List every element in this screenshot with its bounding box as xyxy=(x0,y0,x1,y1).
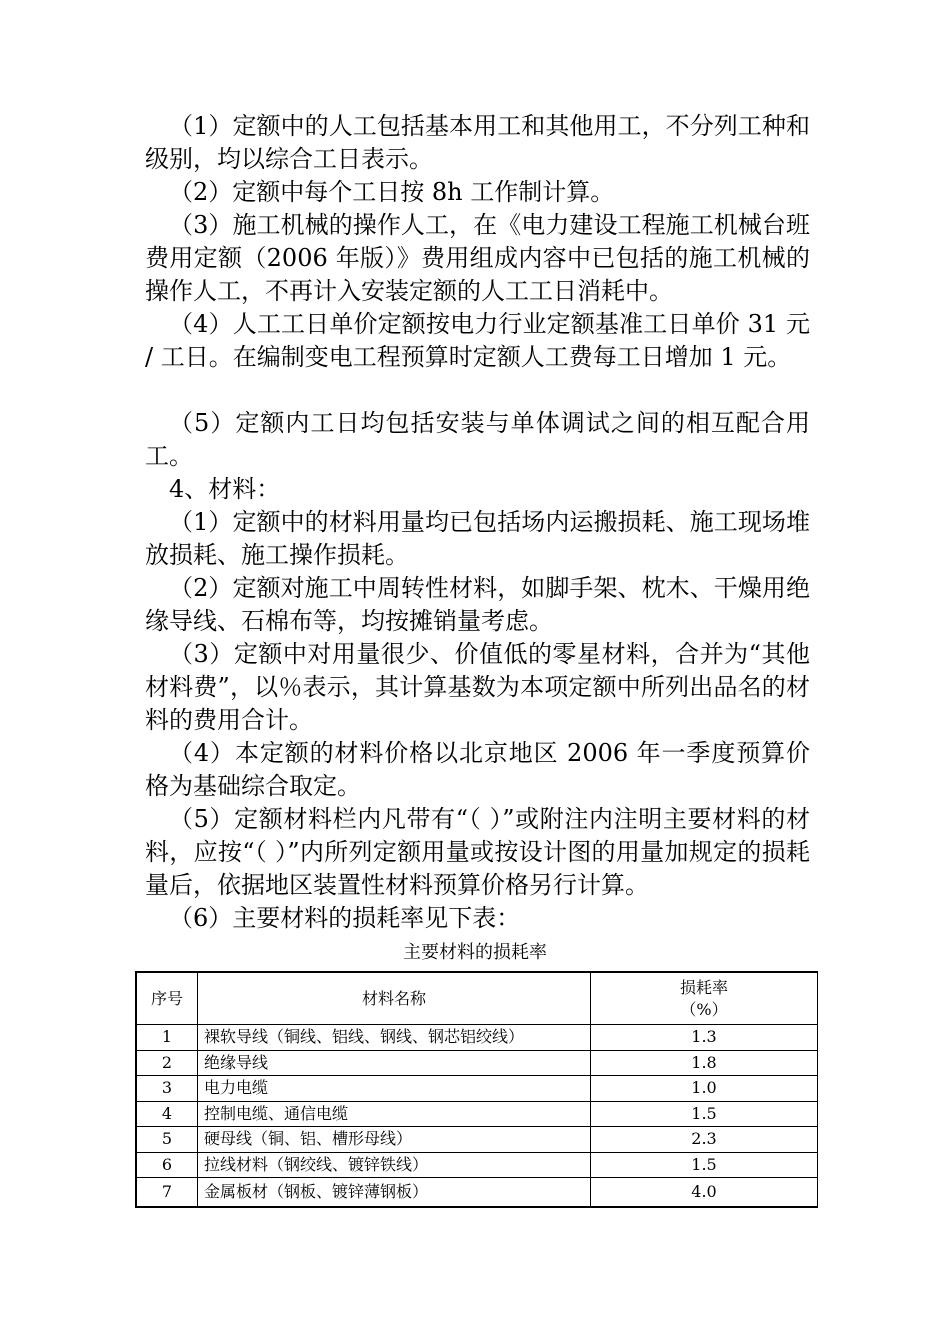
cell-loss-rate: 1.8 xyxy=(591,1050,818,1076)
cell-no: 4 xyxy=(136,1101,198,1127)
paragraph-material-4: （4）本定额的材料价格以北京地区 2006 年一季度预算价格为基础综合取定。 xyxy=(145,739,810,800)
paragraph-material-5: （5）定额材料栏内凡带有“（ ）”或附注内注明主要材料的材料，应按“（ ）”内所列定额用量或按设计图的用量加规定的损耗量后，依据地区装置性材料预算价格另行计算。 xyxy=(145,805,810,899)
table-caption: 主要材料的损耗率 xyxy=(403,942,547,963)
table-row xyxy=(136,1101,818,1127)
cell-material-name: 金属板材（钢板、镀锌薄钢板） xyxy=(198,1178,591,1208)
cell-no: 1 xyxy=(136,1025,198,1051)
paragraph-labor-3: （3）施工机械的操作人工，在《电力建设工程施工机械台班费用定额（2006 年版）》费用组成内容中已包括的施工机械的操作人工，不再计入安装定额的人工工日消耗中。 xyxy=(145,211,810,305)
cell-material-name: 裸软导线（铜线、铝线、钢线、钢芯铝绞线） xyxy=(198,1025,591,1051)
paragraph-labor-4: （4）人工工日单价定额按电力行业定额基准工日单价 31 元 / 工日。在编制变电工程预算时定额人工费每工日增加 1 元。 xyxy=(145,310,810,371)
header-loss-rate-unit: （%） xyxy=(680,999,728,1019)
table-row xyxy=(136,1152,818,1178)
table-row xyxy=(136,1127,818,1153)
cell-no: 7 xyxy=(136,1178,198,1208)
paragraph-material-2: （2）定额对施工中周转性材料，如脚手架、枕木、干燥用绝缘导线、石棉布等，均按摊销量考虑。 xyxy=(145,574,810,635)
cell-no: 5 xyxy=(136,1127,198,1153)
table-header-row xyxy=(136,972,818,1025)
cell-material-name: 控制电缆、通信电缆 xyxy=(198,1101,591,1127)
cell-material-name: 硬母线（铜、铝、槽形母线） xyxy=(198,1127,591,1153)
header-material-name: 材料名称 xyxy=(198,972,591,1025)
table-row xyxy=(136,1025,818,1051)
paragraph-labor-5: （5）定额内工日均包括安装与单体调试之间的相互配合用工。 xyxy=(145,409,810,470)
cell-loss-rate: 1.5 xyxy=(591,1101,818,1127)
cell-material-name: 绝缘导线 xyxy=(198,1050,591,1076)
cell-loss-rate: 1.5 xyxy=(591,1152,818,1178)
cell-material-name: 电力电缆 xyxy=(198,1076,591,1102)
section-heading-materials: 4、材料： xyxy=(169,475,281,503)
paragraph-material-1: （1）定额中的材料用量均已包括场内运搬损耗、施工现场堆放损耗、施工操作损耗。 xyxy=(145,508,810,569)
table-row xyxy=(136,1178,818,1208)
cell-loss-rate: 1.0 xyxy=(591,1076,818,1102)
header-loss-rate xyxy=(591,972,818,1025)
cell-material-name: 拉线材料（钢绞线、镀锌铁线） xyxy=(198,1152,591,1178)
cell-loss-rate: 1.3 xyxy=(591,1025,818,1051)
cell-no: 3 xyxy=(136,1076,198,1102)
table-row xyxy=(136,1050,818,1076)
paragraph-labor-2: （2）定额中每个工日按 8h 工作制计算。 xyxy=(169,178,615,206)
cell-no: 2 xyxy=(136,1050,198,1076)
paragraph-material-3: （3）定额中对用量很少、价值低的零星材料，合并为“其他材料费”，以％表示，其计算基数为本项定额中所列出品名的材料的费用合计。 xyxy=(145,640,810,734)
cell-loss-rate: 4.0 xyxy=(591,1178,818,1208)
table-row xyxy=(136,1076,818,1102)
cell-loss-rate: 2.3 xyxy=(591,1127,818,1153)
paragraph-labor-1: （1）定额中的人工包括基本用工和其他用工，不分列工种和级别，均以综合工日表示。 xyxy=(145,112,810,173)
cell-no: 6 xyxy=(136,1152,198,1178)
header-loss-rate-label: 损耗率 xyxy=(679,977,728,997)
header-no: 序号 xyxy=(136,972,198,1025)
paragraph-material-6: （6）主要材料的损耗率见下表： xyxy=(169,904,521,932)
loss-rate-table xyxy=(135,971,818,1208)
